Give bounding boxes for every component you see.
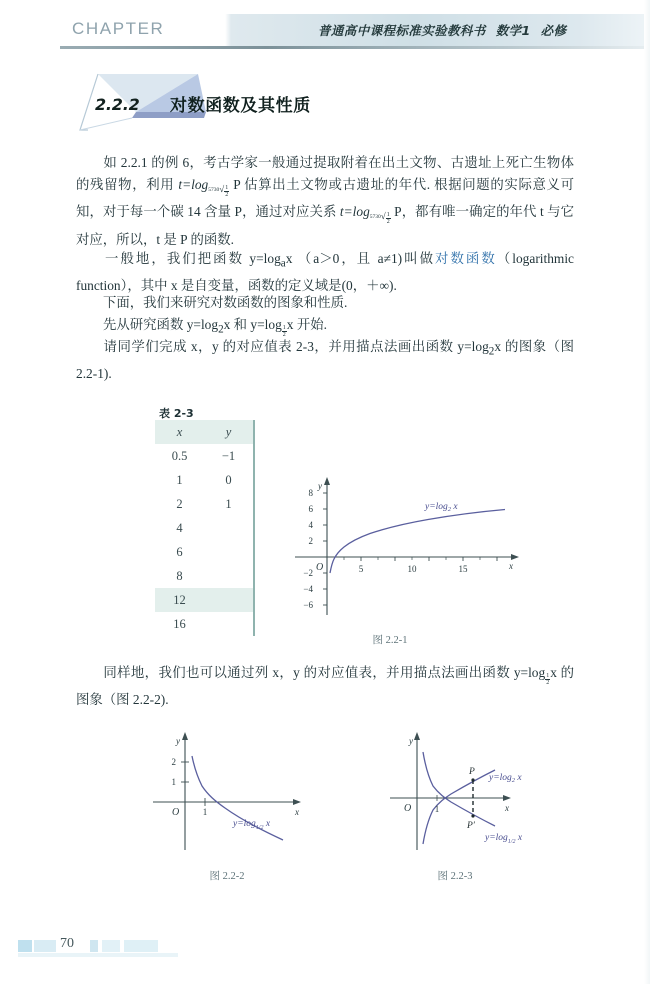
cell-x: 16	[173, 616, 186, 631]
svg-text:2: 2	[308, 536, 313, 546]
footer-bars-icon	[18, 938, 248, 960]
figure-2-2-1-chart	[285, 465, 545, 625]
table-header-x: x	[176, 424, 183, 439]
svg-text:y=log2 x: $y=\log_2$ x	[425, 502, 458, 513]
p2-text-b: x （a＞0，且 a≠1)叫做	[285, 251, 436, 266]
table-row	[155, 516, 253, 540]
svg-text:y=log1/2 x: $y=\log_{1/2}$ x	[485, 833, 523, 845]
table-row	[155, 492, 253, 516]
cell-y: −1	[221, 448, 236, 463]
book-title-type: 必修	[540, 23, 567, 38]
svg-text:−2: −2	[303, 568, 313, 578]
table-row	[155, 612, 253, 636]
figure-2-2-3-chart	[385, 722, 575, 862]
p1-text-c: P，都有唯一确定的年代 t 与它对应，所以，t 是 P 的函数.	[76, 204, 574, 247]
chapter-label: CHAPTER	[72, 19, 165, 38]
paragraph-3	[76, 292, 574, 314]
svg-text:2: 2	[171, 757, 176, 767]
table-row	[155, 564, 253, 588]
figure-2-2-2-chart	[145, 722, 335, 862]
keyword-logarithmic-function: 对数函数	[435, 251, 497, 266]
table-header-row	[155, 420, 253, 444]
svg-text:O: O	[404, 803, 412, 814]
p6-text-a: 同样地，我们也可以通过列 x，y 的对应值表，并用描点法画出函数 y=log	[103, 665, 546, 680]
svg-text:1: 1	[202, 807, 208, 817]
page-edge-shadow	[644, 0, 650, 984]
cell-y: 0	[225, 472, 232, 487]
book-title	[318, 21, 566, 39]
cell-x: 12	[173, 592, 186, 607]
table-row	[155, 468, 253, 492]
p6-base-half: 1 2	[546, 673, 550, 686]
section-heading	[78, 72, 408, 134]
figure-2-2-1	[285, 465, 545, 630]
p4-base-2: 2	[218, 323, 224, 336]
book-title-main: 普通高中课程标准实验教科书	[318, 23, 486, 38]
figure-2-2-3-caption: 图 2.2-3	[437, 871, 473, 882]
p5-text-b: x 的图象（图 2.2-1).	[76, 339, 574, 382]
svg-text:O: O	[172, 807, 180, 818]
section-number: 2.2.2	[95, 95, 140, 114]
svg-text:15: 15	[458, 564, 468, 574]
svg-text:6: 6	[308, 504, 313, 514]
svg-text:1: 1	[171, 777, 176, 787]
p2-text-c: （logarithmic function），其中 x 是自变量，函数的定义域是(0，＋∞).	[76, 251, 574, 294]
svg-text:x: x	[505, 803, 509, 813]
svg-text:5: 5	[358, 564, 364, 574]
cell-y: 1	[225, 496, 232, 511]
p3-text: 下面，我们来研究对数函数的图象和性质.	[103, 295, 348, 310]
p1-log-1: t=log	[178, 176, 209, 192]
p5-text-a: 请同学们完成 x，y 的对应值表 2-3，并用描点法画出函数 y=log	[103, 339, 489, 354]
p1-formula-1	[178, 176, 229, 198]
p1-log-2: t=log	[339, 204, 370, 219]
p4-base-half: 1 2	[282, 325, 286, 338]
table-row	[155, 540, 253, 564]
cell-x: 6	[176, 544, 183, 559]
svg-text:y=log1/2 x: $y=\log_{1/2}$ x	[233, 819, 271, 831]
svg-text:−6: −6	[303, 600, 313, 610]
page-number: 70	[60, 936, 74, 951]
p4-text-b: x 和 y=log	[223, 317, 282, 332]
svg-text:−4: −4	[303, 584, 313, 594]
svg-text:8: 8	[308, 488, 313, 498]
p6-text-b: x 的图象（图 2.2-2).	[76, 665, 574, 707]
svg-text:y: y	[409, 736, 413, 746]
svg-text:10: 10	[407, 564, 417, 574]
svg-text:x: x	[295, 807, 299, 817]
svg-text:y=log2 x: $y=\log_2$ x	[489, 773, 522, 784]
figure-2-2-1-caption: 图 2.2-1	[372, 635, 408, 646]
svg-text:4: 4	[308, 520, 313, 530]
cell-x: 1	[176, 472, 183, 487]
table-row	[155, 588, 253, 612]
footer-decoration	[18, 938, 248, 965]
svg-text:1: 1	[434, 804, 440, 814]
svg-text:P′: P′	[467, 821, 475, 831]
cell-x: 4	[176, 520, 183, 535]
table-header-y: y	[225, 424, 232, 439]
header-divider	[60, 46, 650, 49]
section-title: 对数函数及其性质	[170, 96, 311, 116]
paragraph-5	[76, 336, 574, 385]
p1-text-a: 如 2.2.1 的例 6，考古学家一般通过提取附着在出土文物、古遗址上死亡生物体的残留物，利用	[76, 155, 574, 192]
cell-x: 0.5	[171, 448, 188, 463]
figure-2-2-3	[385, 722, 575, 867]
svg-text:O: O	[316, 562, 324, 573]
value-table	[155, 420, 255, 636]
paragraph-6	[76, 662, 574, 710]
figure-2-2-2	[145, 722, 335, 867]
table-row	[155, 444, 253, 468]
p4-text-c: x 开始.	[286, 317, 327, 332]
p1-text-b: P 估算出土文物或古遗址的年代. 根据问题的实际意义可知，对于每一个碳 14 含量 P，通过对应关系	[76, 176, 574, 219]
log-base-2: 5730√ 1 2	[369, 211, 390, 225]
cell-x: 8	[176, 568, 183, 583]
table-caption: 表 2-3	[159, 407, 194, 420]
p2-log-base: a	[280, 257, 286, 270]
svg-text:y: y	[318, 481, 322, 491]
svg-text:y: y	[176, 736, 180, 746]
page-header	[60, 14, 650, 46]
svg-text:x: x	[509, 561, 513, 571]
p4-text-a: 先从研究函数 y=log	[103, 317, 219, 332]
figure-2-2-2-caption: 图 2.2-2	[209, 871, 245, 882]
cell-x: 2	[176, 496, 183, 511]
log-base-1: 5730√ 1 2	[208, 183, 229, 198]
paragraph-2	[76, 248, 574, 297]
book-title-volume: 数学1	[495, 23, 531, 38]
p2-text-a: 一般地，我们把函数 y=log	[103, 251, 281, 266]
p1-formula-2	[339, 204, 391, 225]
svg-text:P: P	[469, 767, 475, 777]
paragraph-1	[76, 152, 574, 250]
p5-base-2: 2	[488, 345, 495, 358]
